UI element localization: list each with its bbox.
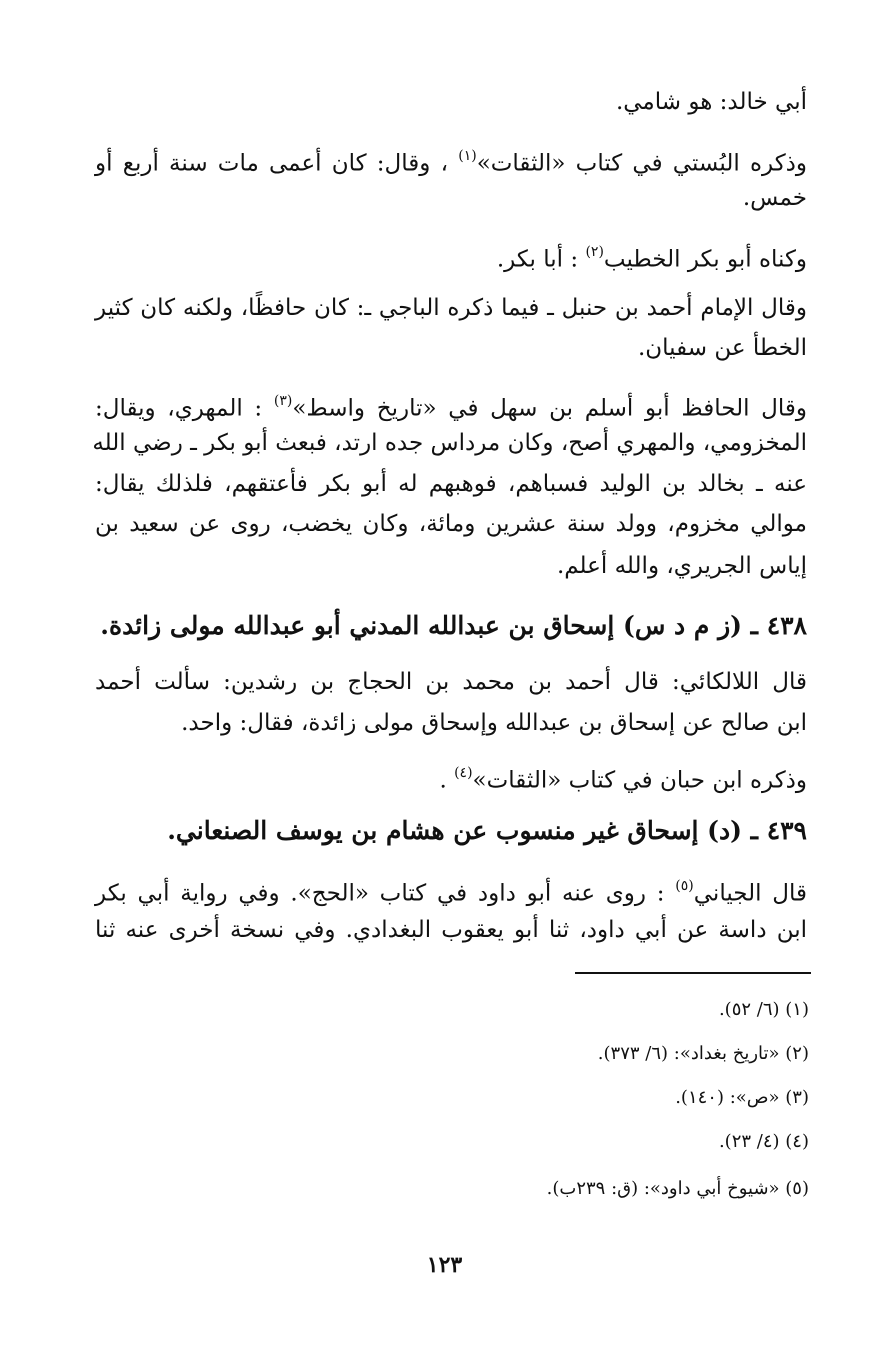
- text-line: [95, 140, 807, 182]
- footnote-ref: (٣): [273, 393, 293, 409]
- text-line: [95, 870, 807, 912]
- entry-heading-438: [95, 608, 807, 644]
- footnote-ref: (٢): [585, 244, 604, 260]
- line-text: .: [439, 767, 447, 794]
- text-line: [95, 180, 807, 216]
- entry-heading-439: [95, 813, 807, 849]
- footnote-ref: (٥): [675, 878, 694, 894]
- line-text: الخطأ عن سفيان.: [637, 335, 807, 361]
- line-text: وكناه أبو بكر الخطيب: [603, 246, 807, 273]
- text-line: [95, 385, 807, 427]
- footnote-ref: (٤): [454, 765, 473, 781]
- line-text: خمس.: [742, 185, 807, 211]
- text-line: [95, 506, 807, 542]
- text-line: [95, 466, 807, 502]
- text-line: [95, 330, 807, 366]
- line-text: إياس الجريري، والله أعلم.: [556, 553, 807, 579]
- footnote-2: (٢) «تاريخ بغداد»: (٦/ ٣٧٣).: [597, 1043, 809, 1064]
- text-line: [95, 290, 807, 326]
- text-line: [95, 664, 807, 700]
- text-line: [95, 548, 807, 584]
- footnote-ref: (١): [458, 148, 477, 164]
- line-text: وقال الإمام أحمد بن حنبل ـ فيما ذكره الباجي ـ: كان حافظًا، ولكنه كان كثير: [95, 295, 807, 321]
- line-text: المخزومي، والمهري أصح، وكان مرداس جده ارتد، فبعث أبو بكر ـ رضي الله: [92, 430, 807, 456]
- line-text: قال الجياني: [693, 880, 807, 907]
- line-text: قال اللالكائي: قال أحمد بن محمد بن الحجاج بن رشدين: سألت أحمد: [95, 669, 807, 695]
- line-text: : المهري، ويقال:: [95, 395, 263, 422]
- line-text: وذكره البُستي في كتاب «الثقات»: [476, 150, 807, 177]
- footnote-divider: [575, 972, 811, 974]
- heading-text: ٤٣٨ ـ (ز م د س) إسحاق بن عبدالله المدني أبو عبدالله مولى زائدة.: [100, 611, 807, 640]
- page-number: ١٢٣: [426, 1252, 463, 1278]
- footnote-3: (٣) «ص»: (١٤٠).: [675, 1087, 809, 1108]
- line-text: وقال الحافظ أبو أسلم بن سهل في «تاريخ واسط»: [292, 395, 807, 422]
- text-line: [92, 425, 807, 461]
- text-line: [95, 236, 807, 278]
- line-text: ابن داسة عن أبي داود، ثنا أبو يعقوب البغدادي. وفي نسخة أخرى عنه ثنا: [95, 917, 807, 943]
- text-line: [95, 757, 807, 799]
- text-line: [95, 912, 807, 948]
- line-text: موالي مخزوم، وولد سنة عشرين ومائة، وكان يخضب، روى عن سعيد بن: [95, 511, 807, 537]
- line-text: ، وقال: كان أعمى مات سنة أربع أو: [95, 150, 449, 177]
- line-text: ابن صالح عن إسحاق بن عبدالله وإسحاق مولى زائدة، فقال: واحد.: [181, 710, 807, 736]
- footnote-4: (٤) (٤/ ٢٣).: [718, 1131, 809, 1152]
- line-text: : أبا بكر.: [496, 246, 579, 273]
- line-text: وذكره ابن حبان في كتاب «الثقات»: [472, 767, 807, 794]
- footnote-1: (١) (٦/ ٥٢).: [718, 999, 809, 1020]
- line-text: عنه ـ بخالد بن الوليد فسباهم، فوهبهم له أبو بكر فأعتقهم، فلذلك يقال:: [95, 471, 807, 497]
- line-text: : روى عنه أبو داود في كتاب «الحج». وفي رواية أبي بكر: [95, 880, 665, 907]
- text-line: [95, 705, 807, 741]
- line-text: أبي خالد: هو شامي.: [615, 89, 807, 115]
- text-line: [95, 84, 807, 120]
- heading-text: ٤٣٩ ـ (د) إسحاق غير منسوب عن هشام بن يوسف الصنعاني.: [167, 816, 807, 845]
- footnote-5: (٥) «شيوخ أبي داود»: (ق: ٢٣٩ب).: [546, 1178, 809, 1199]
